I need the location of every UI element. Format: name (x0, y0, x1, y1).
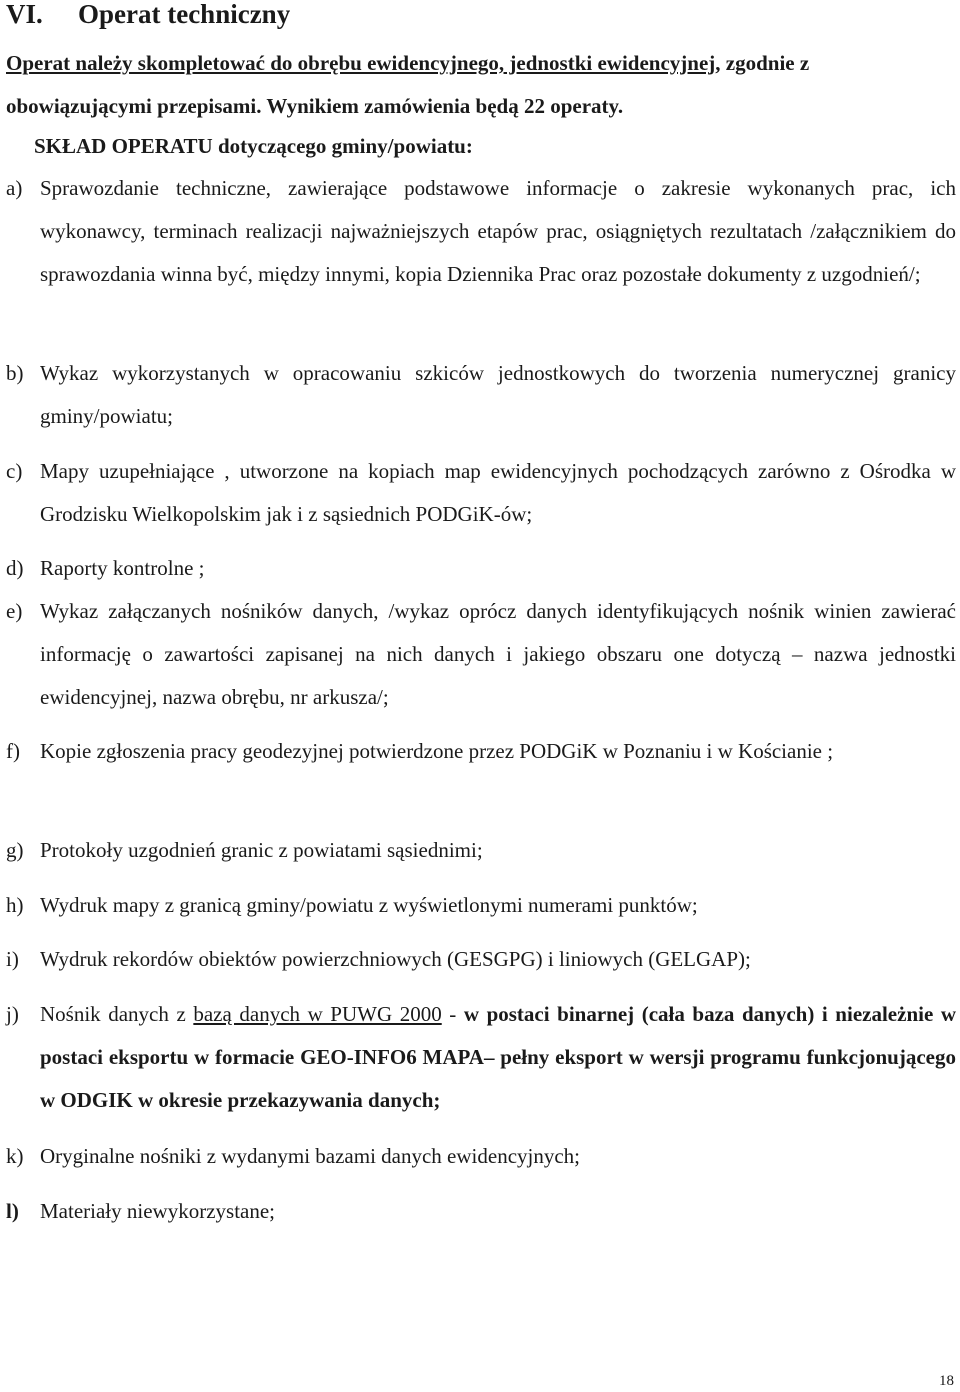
item-text: Mapy uzupełniające , utworzone na kopiach map ewidencyjnych pochodzących zarówno z Ośrodka w Grodzisku Wielkopolskim jak i z sąsiednich PODGiK-ów; (40, 459, 956, 526)
list-item-i (6, 938, 956, 981)
list-item-f (6, 730, 956, 773)
item-text: Kopie zgłoszenia pracy geodezyjnej potwierdzone przez PODGiK w Poznaniu i w Kościanie ; (40, 739, 834, 763)
section-heading (6, 0, 290, 34)
item-text: Materiały niewykorzystane; (40, 1199, 275, 1223)
item-text: Raporty kontrolne ; (40, 556, 205, 580)
list-item-h (6, 884, 956, 927)
item-label: l) (6, 1199, 19, 1223)
item-label: f) (6, 739, 20, 763)
item-label: k) (6, 1144, 24, 1168)
sklad-heading: SKŁAD OPERATU dotyczącego gminy/powiatu: (34, 134, 473, 158)
item-label: c) (6, 459, 23, 483)
list-item-d (6, 547, 956, 590)
item-label: j) (6, 1002, 19, 1026)
section-number: VI. (6, 0, 43, 29)
list-item-c (6, 450, 956, 536)
item-label: d) (6, 556, 24, 580)
item-text: Wykaz wykorzystanych w opracowaniu szkiców jednostkowych do tworzenia numerycznej granicy gminy/powiatu; (40, 361, 956, 428)
list-item-b (6, 352, 956, 438)
list-item-e (6, 590, 956, 719)
item-text: Oryginalne nośniki z wydanymi bazami danych ewidencyjnych; (40, 1144, 581, 1168)
item-text-plain: Nośnik danych z (40, 1002, 194, 1026)
section-title: Operat techniczny (78, 0, 291, 29)
item-text: Sprawozdanie techniczne, zawierające podstawowe informacje o zakresie wykonanych prac, ich wykonawcy, terminach realizacji najważniejszych etapów prac, osiągniętych rezultatach /załącznikiem do sprawozdania winna być, między innymi, kopia Dziennika Prac oraz pozostałe dokumenty z uzgodnień/; (40, 176, 956, 286)
item-label: a) (6, 176, 23, 200)
intro-paragraph (6, 42, 956, 128)
page-number: 18 (939, 1373, 954, 1389)
item-text (40, 993, 956, 1122)
item-label: h) (6, 893, 24, 917)
list-item-a (6, 167, 956, 296)
intro-underlined: Operat należy skompletować do obrębu ewidencyjnego, jednostki ewidencyjnej (6, 51, 716, 75)
item-text: Wykaz załączanych nośników danych, /wykaz oprócz danych identyfikujących nośnik winien zawierać informację o zawartości zapisanej na nich danych i jakiego obszaru one dotyczą – nazwa jednostki ewidencyjnej, nazwa obrębu, nr arkusza/; (40, 599, 956, 709)
intro-rest: , zgodnie z obowiązującymi przepisami. Wynikiem zamówienia będą 22 operaty. (6, 51, 810, 118)
list-item-l (6, 1190, 956, 1233)
item-text: Protokoły uzgodnień granic z powiatami sąsiednimi; (40, 838, 483, 862)
item-text: Wydruk mapy z granicą gminy/powiatu z wyświetlonymi numerami punktów; (40, 893, 698, 917)
list-item-g (6, 829, 956, 872)
list-item-k (6, 1135, 956, 1178)
item-label: g) (6, 838, 24, 862)
item-text-bold: w postaci binarnej (cała baza danych) i niezależnie w postaci eksportu w formacie GEO-INFO6 MAPA– pełny eksport w wersji programu funkcjonującego w ODGIK w okresie przekazywania danych; (40, 1002, 957, 1112)
item-text-underlined: bazą danych w PUWG 2000 (193, 1002, 442, 1026)
list-item-j (6, 993, 956, 1122)
item-label: i) (6, 947, 19, 971)
item-text-dash: - (441, 1002, 464, 1026)
item-label: e) (6, 599, 23, 623)
item-text: Wydruk rekordów obiektów powierzchniowych (GESGPG) i liniowych (GELGAP); (40, 947, 751, 971)
item-label: b) (6, 361, 24, 385)
